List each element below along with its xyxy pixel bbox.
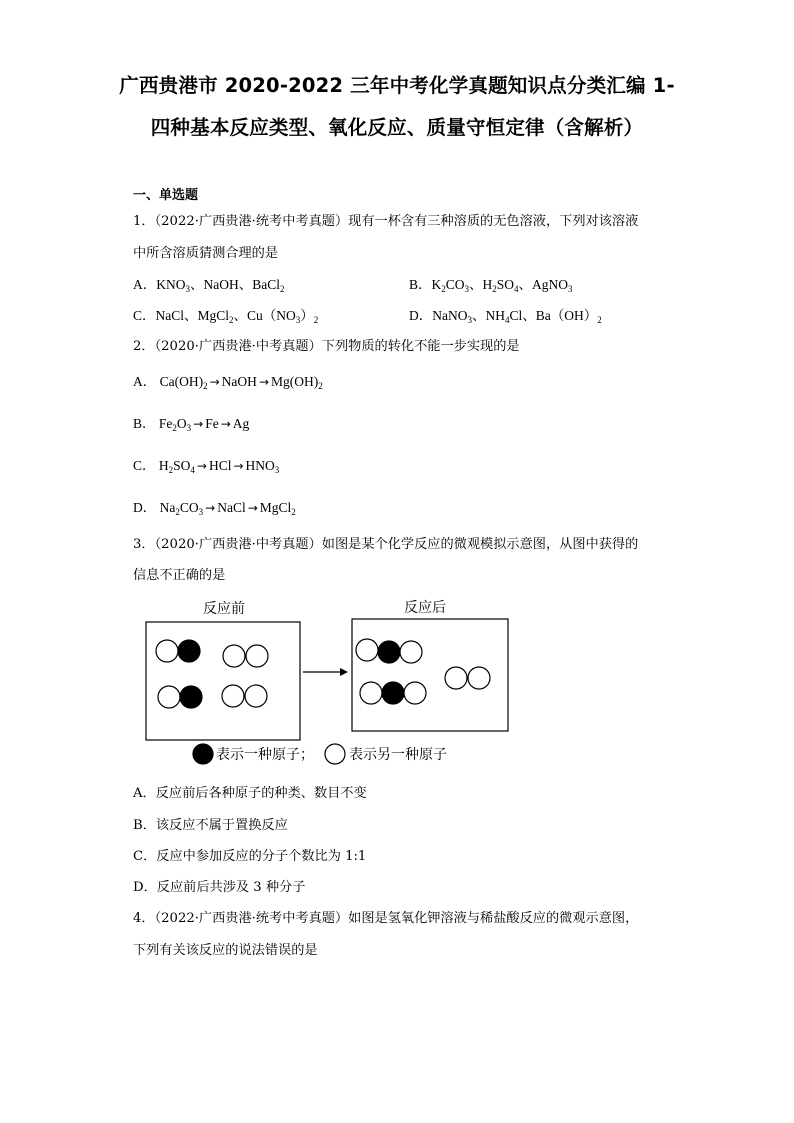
q1-option-c: C．NaCl、MgCl$_2$、$Cu(NO_3)_2$ <box>133 308 319 325</box>
q2-option-d: D． $Na_2CO_3$ → NaCl → MgCl$_2$ <box>133 500 296 517</box>
section-heading: 一、单选题 <box>133 188 199 203</box>
after-label: 反应后 <box>404 600 446 616</box>
document-title-line2: 四种基本反应类型、氧化反应、质量守恒定律（含解析） <box>150 116 644 139</box>
q1-stem-line1: 1．（2022·广西贵港·统考中考真题）现有一杯含有三种溶质的无色溶液，下列对该溶液 <box>133 214 639 229</box>
q1-option-b: B．$K_2CO_3$、$H_2SO_4$、AgNO$_3$ <box>409 277 573 294</box>
document-title-line1: 广西贵港市 2020-2022 三年中考化学真题知识点分类汇编 1- <box>119 74 675 97</box>
q1-option-a: A．$KNO_3$、NaOH、BaCl$_2$ <box>133 277 285 294</box>
q2-option-b: B． $Fe_2O_3 \to Fe \to Ag$ <box>133 416 250 433</box>
arrow-icon: → <box>209 375 220 389</box>
legend-black-text: 表示一种原子； <box>216 747 314 763</box>
legend-white-atom <box>325 744 345 764</box>
q3-stem-line2: 信息不正确的是 <box>133 568 226 583</box>
molecule-white-white <box>445 667 490 689</box>
arrow-icon: → <box>247 501 258 515</box>
arrow-icon: → <box>220 417 231 431</box>
molecule-white-black <box>156 640 200 662</box>
q2-option-c: C． $H_2SO_4$ → HCl → $HNO_3$ <box>133 458 280 475</box>
q3-stem-line1: 3．（2020·广西贵港·中考真题）如图是某个化学反应的微观模拟示意图，从图中获得的 <box>133 537 639 552</box>
legend-white-text: 表示另一种原子 <box>349 747 447 763</box>
molecule-white-black-white <box>360 682 426 704</box>
q1-stem-line2: 中所含溶质猜测合理的是 <box>133 246 279 261</box>
arrow-icon: → <box>193 417 204 431</box>
molecule-white-black-white <box>356 639 422 663</box>
q2-stem: 2．（2020·广西贵港·中考真题）下列物质的转化不能一步实现的是 <box>133 339 520 354</box>
molecule-white-white <box>222 685 267 707</box>
arrow-icon: → <box>258 375 269 389</box>
q3-option-b: B．该反应不属于置换反应 <box>133 818 288 833</box>
q3-option-a: A．反应前后各种原子的种类、数目不变 <box>133 786 367 801</box>
reaction-arrow-head <box>340 668 348 676</box>
arrow-icon: → <box>233 459 244 473</box>
arrow-icon: → <box>205 501 216 515</box>
q4-stem-line1: 4．（2022·广西贵港·统考中考真题）如图是氢氧化钾溶液与稀盐酸反应的微观示意图， <box>133 911 639 926</box>
arrow-icon: → <box>196 459 207 473</box>
q3-option-c: C．反应中参加反应的分子个数比为 1:1 <box>133 849 367 864</box>
q4-stem-line2: 下列有关该反应的说法错误的是 <box>133 943 318 958</box>
q3-option-d: D．反应前后共涉及 3 种分子 <box>133 880 306 895</box>
q1-option-d: D．NaNO$_3$、$NH_4Cl$、$Ba(OH)_2$ <box>409 308 602 325</box>
molecule-white-black <box>158 686 202 708</box>
molecule-white-white <box>223 645 268 667</box>
before-label: 反应前 <box>203 601 245 617</box>
legend-black-atom <box>193 744 213 764</box>
q2-option-a: A． $Ca(OH)_2$ → NaOH → $Mg(OH)_2$ <box>133 374 323 391</box>
